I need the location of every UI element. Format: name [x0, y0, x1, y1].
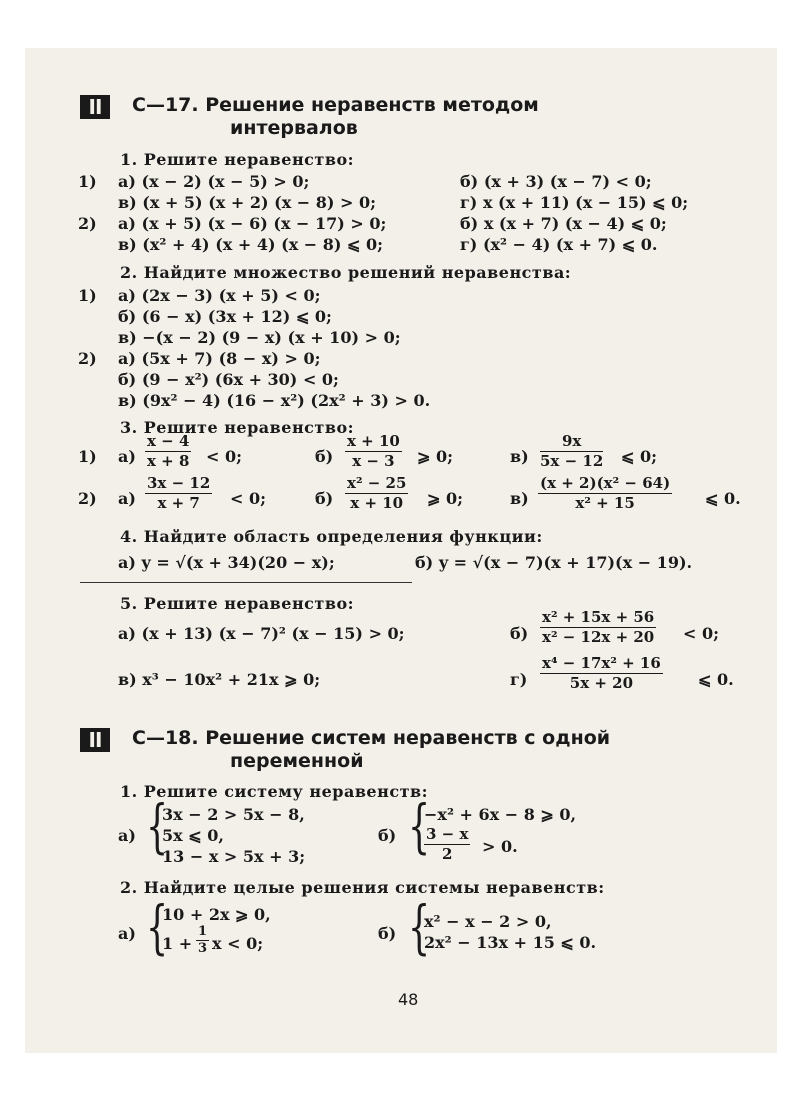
problem-1g: г) x (x + 11) (x − 15) ⩽ 0; [460, 193, 689, 212]
fraction: $\frac{x + 10}{x - 3}$ [347, 432, 400, 470]
problem-1v: в) (x + 5) (x + 2) (x − 8) > 0; [118, 193, 377, 212]
system-line: 13 − x > 5x + 3; [162, 847, 306, 866]
row-label: 1) [78, 286, 97, 305]
inequality-sign: ⩽ 0. [698, 670, 734, 689]
system-line: x² − x − 2 > 0, [424, 912, 552, 931]
problem-2g: г) (x² − 4) (x + 7) ⩽ 0. [460, 235, 658, 254]
item-label: б) [378, 924, 397, 943]
task-4-heading: 4. Найдите область определения функции: [120, 527, 543, 546]
system-line: 1 + [162, 934, 193, 953]
section-title-line1: С—17. Решение неравенств методом [132, 94, 539, 116]
system-line: 5x ⩽ 0, [162, 826, 224, 845]
problem-1b: б) (6 − x) (3x + 12) ⩽ 0; [118, 307, 332, 326]
system-brace: { [146, 792, 169, 860]
system-brace: { [146, 893, 169, 961]
inequality-sign: < 0; [683, 624, 720, 643]
section-title-line1: С—18. Решение систем неравенств с одной [132, 727, 611, 749]
section-title-line2: интервалов [230, 117, 358, 139]
problem-1a: а) (x − 2) (x − 5) > 0; [118, 172, 310, 191]
inequality-sign: > 0. [482, 837, 518, 856]
problem-2b: б) (9 − x²) (6x + 30) < 0; [118, 370, 339, 389]
item-label: а) [118, 924, 136, 943]
fraction: $\frac{x - 4}{x + 8}$ [147, 432, 190, 470]
problem-5a: а) (x + 13) (x − 7)² (x − 15) > 0; [118, 624, 405, 643]
problem-4b: б) y = √(x − 7)(x + 17)(x − 19). [415, 553, 693, 572]
problem-4a: а) y = √(x + 34)(20 − x); [118, 553, 335, 572]
row-label: 2) [78, 214, 97, 233]
item-label: в) [510, 489, 529, 508]
task-3-heading: 3. Решите неравенство: [120, 418, 355, 437]
task-2-heading: 2. Найдите целые решения системы неравенств: [120, 878, 605, 897]
inequality-sign: ⩾ 0; [427, 489, 464, 508]
problem-2a: а) (x + 5) (x − 6) (x − 17) > 0; [118, 214, 387, 233]
fraction: $\frac{\text{x⁴ − 17x² + 16}}{5x + 20}$ [542, 654, 661, 692]
inequality-sign: ⩽ 0; [621, 447, 658, 466]
item-label: а) [118, 489, 136, 508]
problem-5v: в) x³ − 10x² + 21x ⩾ 0; [118, 670, 321, 689]
fraction: $\frac{\text{(x + 2)(x² − 64)}}{\text{x² + 15}}$ [540, 474, 671, 512]
divider [80, 582, 412, 583]
task-1-heading: 1. Решите систему неравенств: [120, 782, 428, 801]
item-label: в) [510, 447, 529, 466]
inequality-sign: < 0; [206, 447, 243, 466]
system-line: 2x² − 13x + 15 ⩽ 0. [424, 933, 597, 952]
section-title-line2: переменной [230, 750, 364, 772]
problem-1a: а) (2x − 3) (x + 5) < 0; [118, 286, 321, 305]
problem-1b: б) (x + 3) (x − 7) < 0; [460, 172, 652, 191]
inequality-sign: ⩽ 0. [705, 489, 741, 508]
system-line: 3x − 2 > 5x − 8, [162, 805, 305, 824]
system-line: −x² + 6x − 8 ⩾ 0, [424, 805, 577, 824]
inequality-sign: < 0; [230, 489, 267, 508]
fraction: $\frac{3 - x}{2}$ [426, 825, 469, 863]
task-2-heading: 2. Найдите множество решений неравенства: [120, 263, 572, 282]
problem-2b: б) x (x + 7) (x − 4) ⩽ 0; [460, 214, 667, 233]
fraction: $\frac{\text{x² − 25}}{x + 10}$ [347, 474, 407, 512]
problem-1v: в) −(x − 2) (9 − x) (x + 10) > 0; [118, 328, 401, 347]
item-label: г) [510, 670, 528, 689]
problem-2a: а) (5x + 7) (8 − x) > 0; [118, 349, 321, 368]
row-label: 2) [78, 349, 97, 368]
section-badge: II [80, 95, 110, 119]
item-label: а) [118, 447, 136, 466]
section-badge: II [80, 728, 110, 752]
problem-2v: в) (9x² − 4) (16 − x²) (2x² + 3) > 0. [118, 391, 431, 410]
system-brace: { [408, 792, 431, 860]
problem-2v: в) (x² + 4) (x + 4) (x − 8) ⩽ 0; [118, 235, 384, 254]
task-1-heading: 1. Решите неравенство: [120, 150, 355, 169]
system-line: 10 + 2x ⩾ 0, [162, 905, 271, 924]
row-label: 2) [78, 489, 97, 508]
page-number: 48 [398, 990, 419, 1009]
item-label: б) [315, 447, 334, 466]
item-label: б) [510, 624, 529, 643]
fraction: $\frac{1}{3}$ [198, 924, 208, 956]
row-label: 1) [78, 172, 97, 191]
inequality-sign: ⩾ 0; [417, 447, 454, 466]
fraction: $\frac{9x}{5x - 12}$ [540, 432, 604, 470]
task-5-heading: 5. Решите неравенство: [120, 594, 355, 613]
inequality-sign: x < 0; [212, 934, 264, 953]
item-label: б) [315, 489, 334, 508]
item-label: а) [118, 826, 136, 845]
fraction: $\frac{3x - 12}{x + 7}$ [147, 474, 211, 512]
item-label: б) [378, 826, 397, 845]
fraction: $\frac{\text{x² + 15x + 56}}{\text{x² − 12x + 20}}$ [542, 608, 655, 646]
row-label: 1) [78, 447, 97, 466]
system-brace: { [408, 893, 431, 961]
